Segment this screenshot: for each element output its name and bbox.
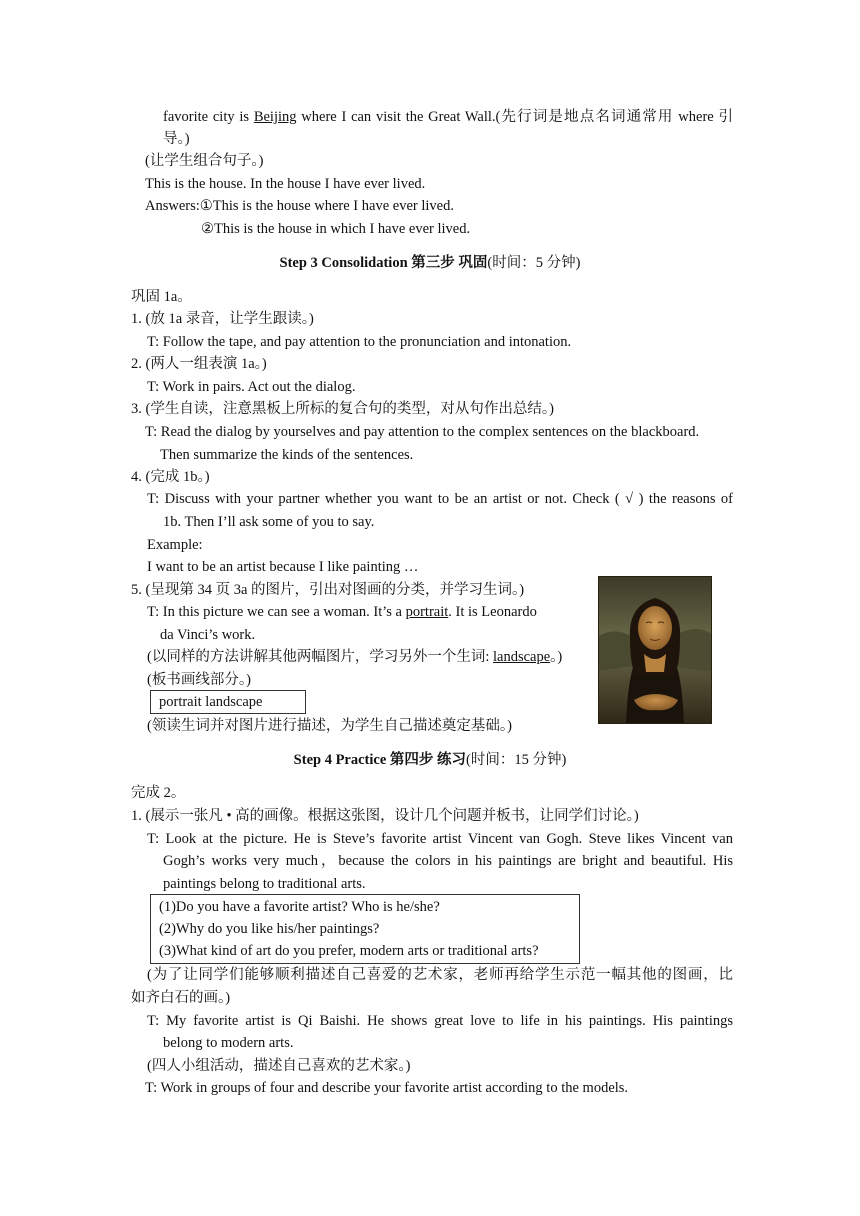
- text-line: (四人小组活动，描述自己喜欢的艺术家。): [147, 1058, 411, 1074]
- step4-heading: [0, 750, 860, 770]
- list-item: 1. (放 1a 录音，让学生跟读。): [131, 311, 314, 327]
- list-item: 3. (学生自读，注意黑板上所标的复合句的类型，对从句作出总结。): [131, 401, 554, 417]
- underlined-word: portrait: [405, 604, 449, 620]
- questions-box: [150, 894, 580, 964]
- question-item: (2)Why do you like his/her paintings?: [159, 921, 380, 937]
- text-line: 如齐白石的画。): [131, 990, 231, 1006]
- text-line: Example:: [147, 537, 203, 553]
- text-line: (以同样的方法讲解其他两幅图片，学习另外一个生词: landscape。): [147, 649, 563, 665]
- list-item: 5. (呈现第 34 页 3a 的图片，引出对图画的分类，并学习生词。): [131, 582, 525, 598]
- underlined-word: Beijing: [253, 109, 297, 125]
- text-line: (让学生组合句子。): [145, 153, 264, 169]
- step3-heading: [0, 253, 860, 273]
- text-line: 导。): [163, 131, 190, 147]
- step4-title: Step 4 Practice 第四步 练习: [293, 752, 467, 768]
- question-item: (1)Do you have a favorite artist? Who is he/she?: [159, 899, 440, 915]
- text-line: ②This is the house in which I have ever lived.: [201, 221, 471, 237]
- text-line: favorite city is Beijing where I can visit the Great Wall.(先行词是地点名词通常用 where 引: [163, 109, 733, 125]
- text-line: T: Work in pairs. Act out the dialog.: [147, 379, 356, 395]
- portrait-painting: [598, 576, 712, 724]
- text-line: T: In this picture we can see a woman. It’s a portrait. It is Leonardo: [147, 604, 537, 620]
- list-item: 4. (完成 1b。): [131, 469, 210, 485]
- text-line: (为了让同学们能够顺利描述自己喜爱的艺术家，老师再给学生示范一幅其他的图画，比: [147, 967, 733, 983]
- text-line: (板书画线部分。): [147, 672, 251, 688]
- step4-time: (时间：15 分钟): [466, 752, 567, 768]
- underlined-word: landscape: [492, 649, 551, 665]
- text-line: 完成 2。: [131, 785, 186, 801]
- text-line: T: Discuss with your partner whether you want to be an artist or not. Check ( √ ) the reasons of: [147, 491, 733, 507]
- text-line: da Vinci’s work.: [160, 627, 256, 643]
- list-item: 2. (两人一组表演 1a。): [131, 356, 267, 372]
- text-line: 1b. Then I’ll ask some of you to say.: [163, 514, 375, 530]
- step3-time: (时间：5 分钟): [487, 255, 581, 271]
- text-line: paintings belong to traditional arts.: [163, 876, 366, 892]
- vocab-box: [150, 690, 306, 714]
- text-line: I want to be an artist because I like painting …: [147, 559, 419, 575]
- text-line: This is the house. In the house I have ever lived.: [145, 176, 426, 192]
- text-line: T: Follow the tape, and pay attention to the pronunciation and intonation.: [147, 334, 572, 350]
- text-line: belong to modern arts.: [163, 1035, 294, 1051]
- question-item: (3)What kind of art do you prefer, modern arts or traditional arts?: [159, 943, 539, 959]
- text-line: Gogh’s works very much，because the colors in his paintings are bright and beautiful. His: [163, 853, 733, 869]
- list-item: 1. (展示一张凡 • 高的画像。根据这张图，设计几个问题并板书，让同学们讨论。): [131, 808, 639, 824]
- text-line: T: Look at the picture. He is Steve’s favorite artist Vincent van Gogh. Steve likes Vincent van: [147, 831, 733, 847]
- text-line: 巩固 1a。: [131, 289, 192, 305]
- text-line: T: My favorite artist is Qi Baishi. He shows great love to life in his paintings. His paintings: [147, 1013, 733, 1029]
- text-line: T: Read the dialog by yourselves and pay attention to the complex sentences on the blackboard.: [145, 424, 700, 440]
- text-line: Answers:①This is the house where I have ever lived.: [145, 198, 454, 214]
- text-line: Then summarize the kinds of the sentences.: [160, 447, 414, 463]
- text-line: (领读生词并对图片进行描述，为学生自己描述奠定基础。): [147, 718, 512, 734]
- text-line: T: Work in groups of four and describe your favorite artist according to the models.: [145, 1080, 629, 1096]
- step3-title: Step 3 Consolidation 第三步 巩固: [279, 255, 488, 271]
- vocab-box-text: portrait landscape: [159, 694, 263, 710]
